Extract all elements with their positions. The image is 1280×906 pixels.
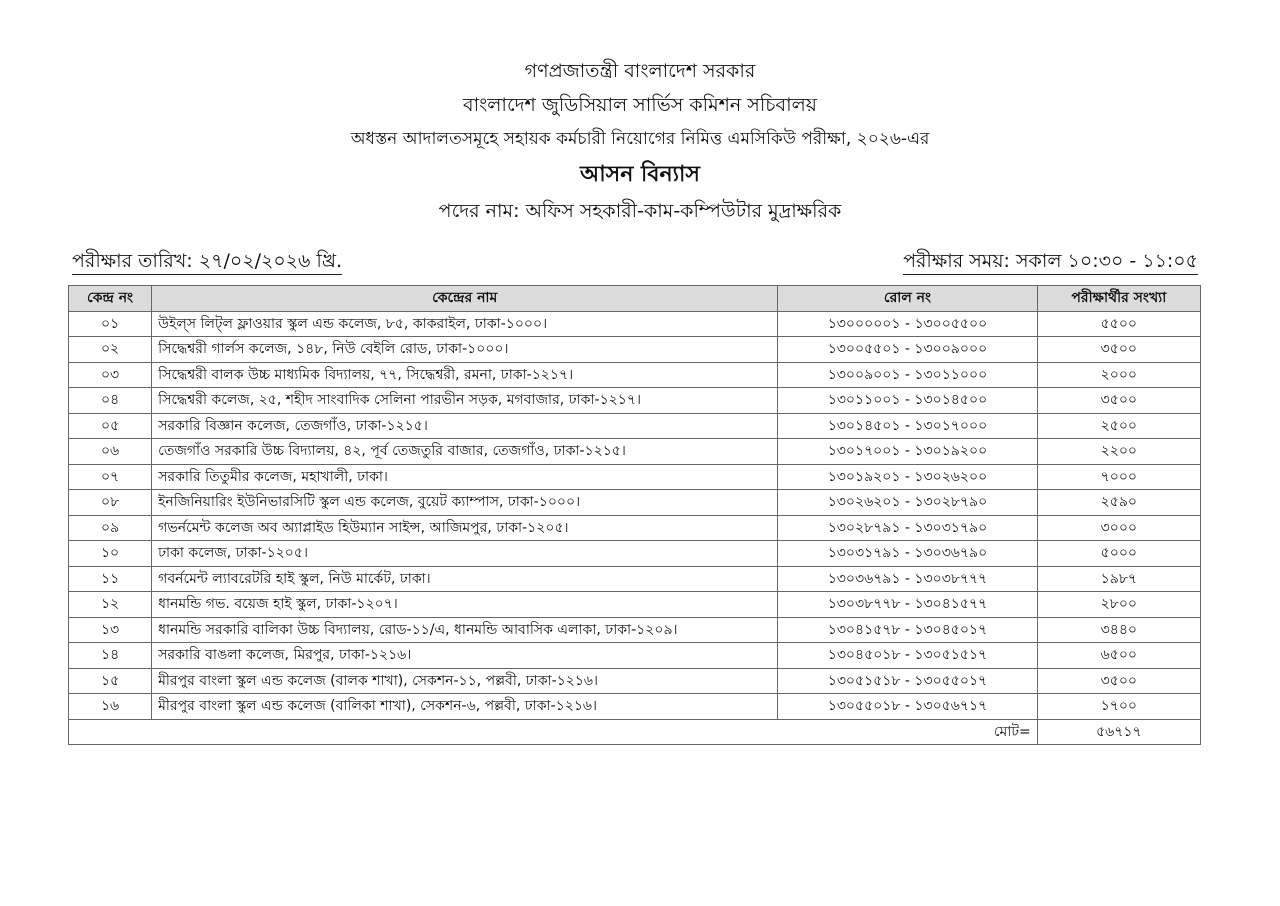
seat-plan-table [68, 285, 1201, 745]
center-no: ০১ [69, 311, 152, 337]
table-row [69, 362, 1201, 388]
center-no: ১২ [69, 592, 152, 618]
table-row [69, 694, 1201, 720]
roll-range: ১৩০৫১৫১৮ - ১৩০৫৫০১৭ [778, 668, 1037, 694]
candidate-count: ২২০০ [1037, 439, 1200, 465]
center-name: ইনজিনিয়ারিং ইউনিভারসিটি স্কুল এন্ড কলেজ, বুয়েট ক্যাম্পাস, ঢাকা-১০০০। [152, 490, 778, 516]
document-header [0, 54, 1280, 228]
center-name: সরকারি তিতুমীর কলেজ, মহাখালী, ঢাকা। [152, 464, 778, 490]
exam-date: পরীক্ষার তারিখ: ২৭/০২/২০২৬ খ্রি. [72, 248, 342, 275]
candidate-count: ৩৫০০ [1037, 337, 1200, 363]
table-row [69, 464, 1201, 490]
center-name: সরকারি বিজ্ঞান কলেজ, তেজগাঁও, ঢাকা-১২১৫। [152, 413, 778, 439]
table-row [69, 617, 1201, 643]
candidate-count: ৩০০০ [1037, 515, 1200, 541]
candidate-count: ২৫০০ [1037, 413, 1200, 439]
table-row [69, 388, 1201, 414]
table-row [69, 337, 1201, 363]
center-name: গভর্নমেন্ট কলেজ অব অ্যাপ্লাইড হিউম্যান সাইন্স, আজিমপুর, ঢাকা-১২০৫। [152, 515, 778, 541]
candidate-count: ২৫৯০ [1037, 490, 1200, 516]
roll-range: ১৩০৩১৭৯১ - ১৩০৩৬৭৯০ [778, 541, 1037, 567]
center-name: সিদ্ধেশ্বরী কলেজ, ২৫, শহীদ সাংবাদিক সেলিনা পারভীন সড়ক, মগবাজার, ঢাকা-১২১৭। [152, 388, 778, 414]
center-no: ০৬ [69, 439, 152, 465]
roll-range: ১৩০১৪৫০১ - ১৩০১৭০০০ [778, 413, 1037, 439]
candidate-count: ৩৫০০ [1037, 668, 1200, 694]
center-name: সরকারি বাঙলা কলেজ, মিরপুর, ঢাকা-১২১৬। [152, 643, 778, 669]
candidate-count: ৫০০০ [1037, 541, 1200, 567]
table-row [69, 413, 1201, 439]
center-no: ০৫ [69, 413, 152, 439]
total-label: মোট= [69, 719, 1038, 745]
table-row [69, 541, 1201, 567]
exam-time: পরীক্ষার সময়: সকাল ১০:৩০ - ১১:০৫ [903, 248, 1198, 275]
roll-range: ১৩০২৬২০১ - ১৩০২৮৭৯০ [778, 490, 1037, 516]
table-header-row [69, 286, 1201, 312]
center-no: ১৪ [69, 643, 152, 669]
roll-range: ১৩০০৯০০১ - ১৩০১১০০০ [778, 362, 1037, 388]
total-row [69, 719, 1201, 745]
table-row [69, 643, 1201, 669]
roll-range: ১৩০৫৫০১৮ - ১৩০৫৬৭১৭ [778, 694, 1037, 720]
candidate-count: ৬৫০০ [1037, 643, 1200, 669]
total-value: ৫৬৭১৭ [1037, 719, 1200, 745]
roll-range: ১৩০১৯২০১ - ১৩০২৬২০০ [778, 464, 1037, 490]
center-no: ০৪ [69, 388, 152, 414]
candidate-count: ১৭০০ [1037, 694, 1200, 720]
center-no: ১৫ [69, 668, 152, 694]
secretariat-title: বাংলাদেশ জুডিসিয়াল সার্ভিস কমিশন সচিবালয় [463, 94, 817, 116]
table-row [69, 439, 1201, 465]
center-name: ধানমন্ডি গভ. বয়েজ হাই স্কুল, ঢাকা-১২০৭। [152, 592, 778, 618]
candidate-count: ২৮০০ [1037, 592, 1200, 618]
roll-range: ১৩০৩৮৭৭৮ - ১৩০৪১৫৭৭ [778, 592, 1037, 618]
table-row [69, 668, 1201, 694]
center-name: ঢাকা কলেজ, ঢাকা-১২০৫। [152, 541, 778, 567]
center-name: মীরপুর বাংলা স্কুল এন্ড কলেজ (বালক শাখা), সেকশন-১১, পল্লবী, ঢাকা-১২১৬। [152, 668, 778, 694]
center-name: তেজগাঁও সরকারি উচ্চ বিদ্যালয়, ৪২, পূর্ব তেজতুরি বাজার, তেজগাঁও, ঢাকা-১২১৫। [152, 439, 778, 465]
center-name: উইল্‌স লিট্‌ল ফ্লাওয়ার স্কুল এন্ড কলেজ, ৮৫, কাকরাইল, ঢাকা-১০০০। [152, 311, 778, 337]
candidate-count: ৭০০০ [1037, 464, 1200, 490]
roll-range: ১৩০০৫৫০১ - ১৩০০৯০০০ [778, 337, 1037, 363]
government-title: গণপ্রজাতন্ত্রী বাংলাদেশ সরকার [524, 60, 756, 82]
center-name: মীরপুর বাংলা স্কুল এন্ড কলেজ (বালিকা শাখা), সেকশন-৬, পল্লবী, ঢাকা-১২১৬। [152, 694, 778, 720]
center-no: ০৩ [69, 362, 152, 388]
header-center-name: কেন্দ্রের নাম [152, 286, 778, 312]
center-no: ১০ [69, 541, 152, 567]
roll-range: ১৩০১৭০০১ - ১৩০১৯২০০ [778, 439, 1037, 465]
table-row [69, 311, 1201, 337]
post-name: পদের নাম: অফিস সহকারী-কাম-কম্পিউটার মুদ্রাক্ষরিক [438, 200, 842, 222]
roll-range: ১৩০৩৬৭৯১ - ১৩০৩৮৭৭৭ [778, 566, 1037, 592]
candidate-count: ৩৪৪০ [1037, 617, 1200, 643]
header-candidate-count: পরীক্ষার্থীর সংখ্যা [1037, 286, 1200, 312]
center-no: ১৬ [69, 694, 152, 720]
exam-info-row [72, 248, 1198, 276]
roll-range: ১৩০৪১৫৭৮ - ১৩০৪৫০১৭ [778, 617, 1037, 643]
table-row [69, 515, 1201, 541]
roll-range: ১৩০২৮৭৯১ - ১৩০৩১৭৯০ [778, 515, 1037, 541]
center-no: ০৮ [69, 490, 152, 516]
exam-title: অধস্তন আদালতসমূহে সহায়ক কর্মচারী নিয়োগের নিমিত্ত এমসিকিউ পরীক্ষা, ২০২৬-এর [350, 129, 930, 149]
center-name: গবর্নমেন্ট ল্যাবরেটরি হাই স্কুল, নিউ মার্কেট, ঢাকা। [152, 566, 778, 592]
roll-range: ১৩০৪৫০১৮ - ১৩০৫১৫১৭ [778, 643, 1037, 669]
center-no: ০২ [69, 337, 152, 363]
header-center-no: কেন্দ্র নং [69, 286, 152, 312]
table-row [69, 592, 1201, 618]
roll-range: ১৩০১১০০১ - ১৩০১৪৫০০ [778, 388, 1037, 414]
table-row [69, 566, 1201, 592]
candidate-count: ৫৫০০ [1037, 311, 1200, 337]
candidate-count: ১৯৮৭ [1037, 566, 1200, 592]
center-name: সিদ্ধেশ্বরী বালক উচ্চ মাধ্যমিক বিদ্যালয়, ৭৭, সিদ্ধেশ্বরী, রমনা, ঢাকা-১২১৭। [152, 362, 778, 388]
center-no: ০৯ [69, 515, 152, 541]
page-title: আসন বিন্যাস [580, 162, 700, 187]
center-no: ০৭ [69, 464, 152, 490]
candidate-count: ৩৫০০ [1037, 388, 1200, 414]
center-no: ১১ [69, 566, 152, 592]
table-row [69, 490, 1201, 516]
header-roll-no: রোল নং [778, 286, 1037, 312]
center-no: ১৩ [69, 617, 152, 643]
center-name: ধানমন্ডি সরকারি বালিকা উচ্চ বিদ্যালয়, রোড-১১/এ, ধানমন্ডি আবাসিক এলাকা, ঢাকা-১২০৯। [152, 617, 778, 643]
roll-range: ১৩০০০০০১ - ১৩০০৫৫০০ [778, 311, 1037, 337]
candidate-count: ২০০০ [1037, 362, 1200, 388]
center-name: সিদ্ধেশ্বরী গার্লস কলেজ, ১৪৮, নিউ বেইলি রোড, ঢাকা-১০০০। [152, 337, 778, 363]
